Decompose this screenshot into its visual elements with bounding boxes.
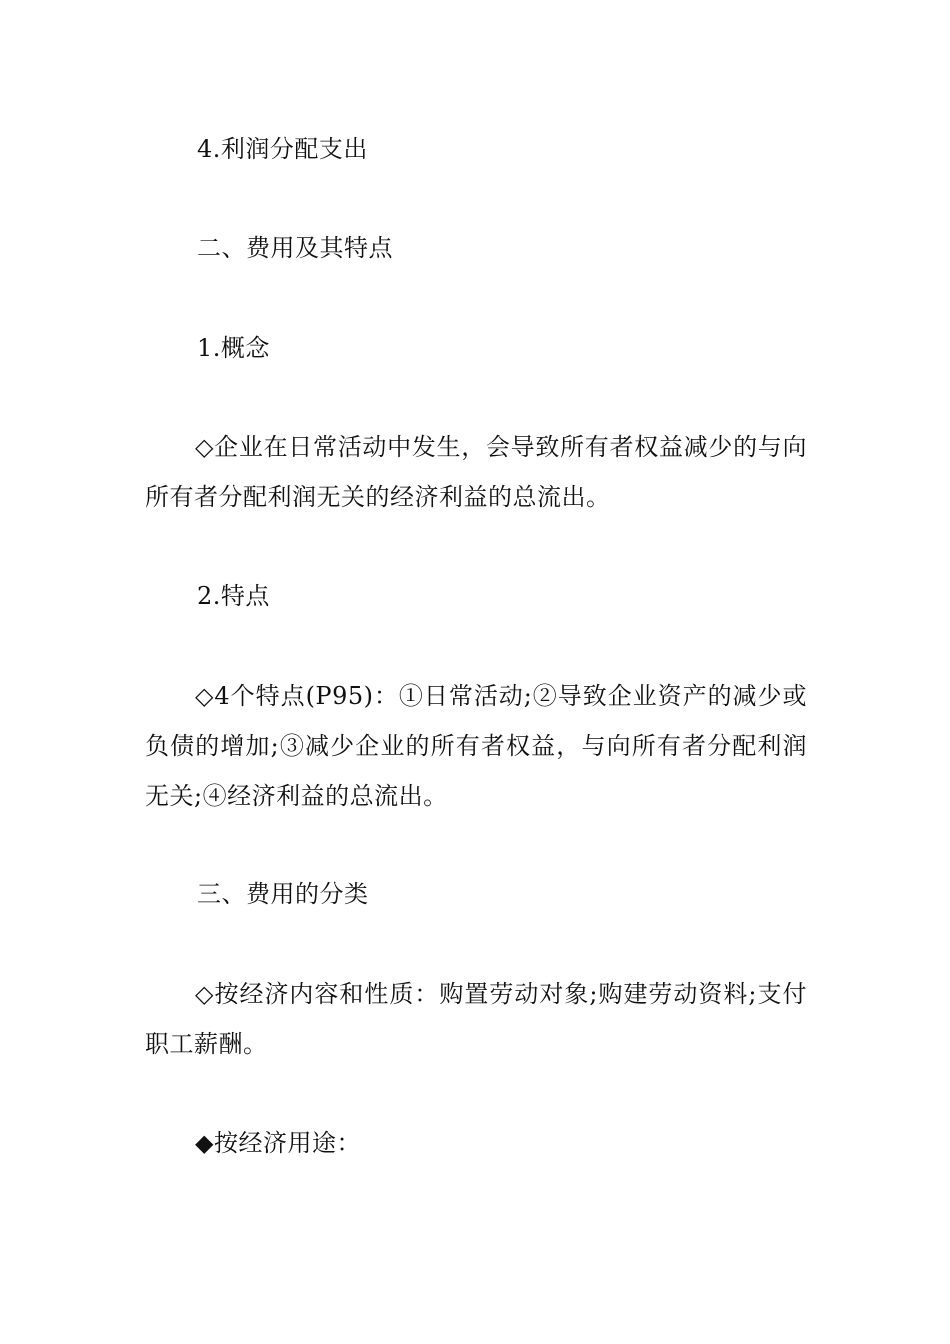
classification-by-use: ◆按经济用途：: [195, 1129, 361, 1157]
section-heading-expense-classification: 三、费用的分类: [197, 880, 369, 908]
item-profit-distribution: 4.利润分配支出: [197, 135, 368, 163]
section-heading-expense-features: 二、费用及其特点: [197, 234, 393, 262]
subheading-features: 2.特点: [197, 582, 270, 610]
subheading-concept: 1.概念: [197, 334, 270, 362]
features-list: ◇4个特点(P95)：①日常活动;②导致企业资产的减少或负债的增加;③减少企业的所有者权益，与向所有者分配利润无关;④经济利益的总流出。: [145, 682, 807, 810]
classification-by-content: ◇按经济内容和性质：购置劳动对象;购建劳动资料;支付职工薪酬。: [145, 980, 807, 1058]
concept-definition: ◇企业在日常活动中发生，会导致所有者权益减少的与向所有者分配利润无关的经济利益的总流出。: [145, 433, 807, 511]
